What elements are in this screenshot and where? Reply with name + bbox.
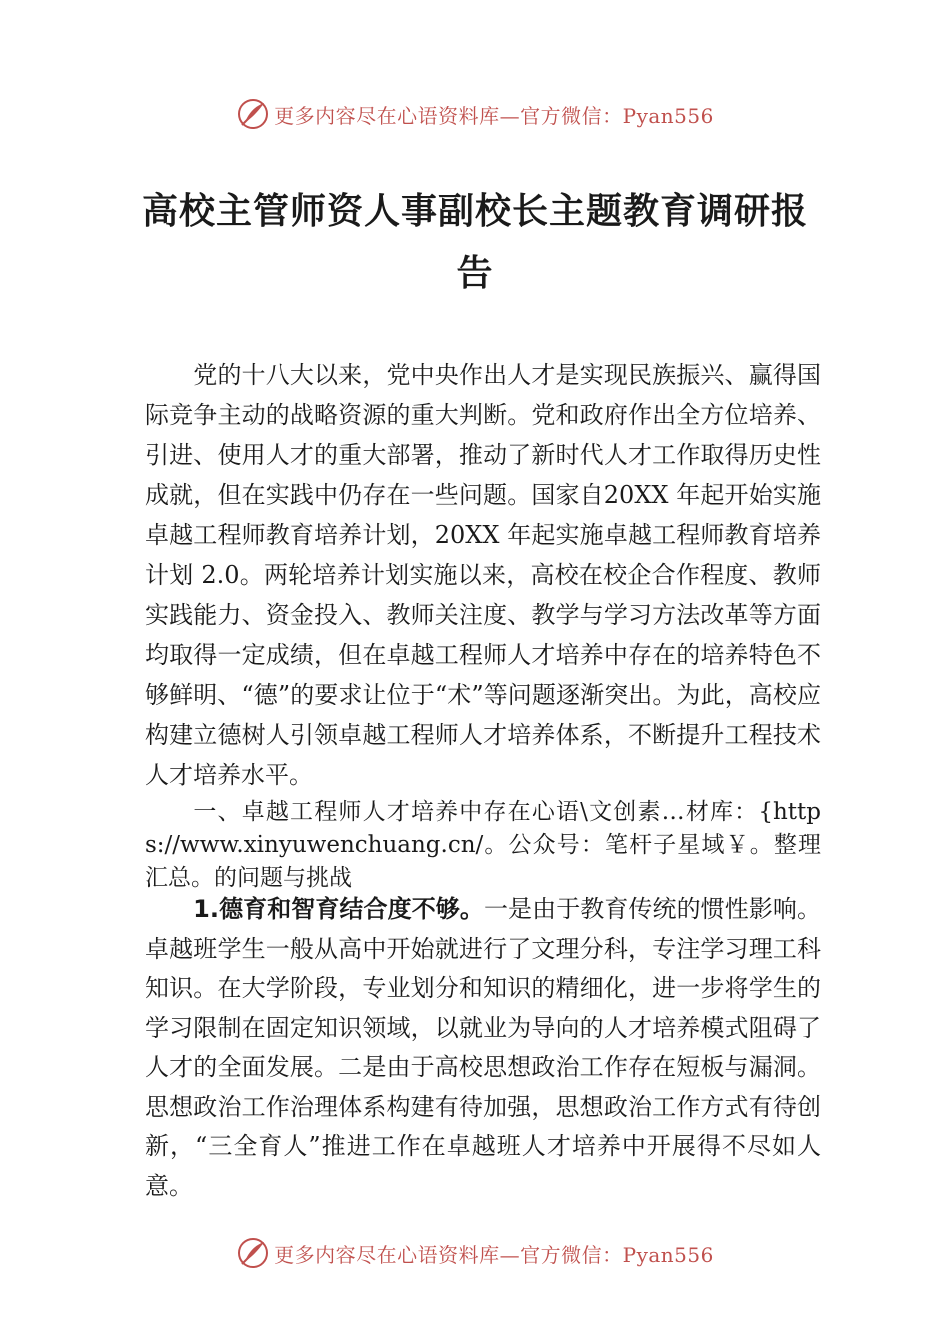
banner-text: 更多内容尽在心语资料库—官方微信：Pyan556: [274, 1242, 714, 1267]
document-title: 高校主管师资人事副校长主题教育调研报告: [141, 190, 808, 294]
section1-lead: 1.德育和智育结合度不够。: [193, 895, 484, 923]
footer-banner: [0, 1231, 950, 1275]
paragraph-section1: [145, 890, 821, 1206]
feather-quill-logo-icon: [236, 1236, 270, 1270]
section1-text: 一是由于教育传统的惯性影响。卓越班学生一般从高中开始就进行了文理分科，专注学习理工科知识。在大学阶段，专业划分和知识的精细化，进一步将学生的学习限制在固定知识领域，以就业为导向的人才培养模式阻碍了人才的全面发展。二是由于高校思想政治工作存在短板与漏洞。思想政治工作治理体系构建有待加强，思想政治工作方式有待创新，“三全育人”推进工作在卓越班人才培养中开展得不尽如人意。: [145, 895, 821, 1200]
feather-quill-logo-icon: [236, 97, 270, 131]
header-banner: [0, 92, 950, 136]
paragraph-intro: 党的十八大以来，党中央作出人才是实现民族振兴、赢得国际竞争主动的战略资源的重大判断。党和政府作出全方位培养、引进、使用人才的重大部署，推动了新时代人才工作取得历史性成就，但在实践中仍存在一些问题。国家自20XX 年起开始实施卓越工程师教育培养计划，20XX 年起实施卓越工程师教育培养计划 2.0。两轮培养计划实施以来，高校在校企合作程度、教师实践能力、资金投入、教师关注度、教学与学习方法改革等方面均取得一定成绩，但在卓越工程师人才培养中存在的培养特色不够鲜明、“德”的要求让位于“术”等问题逐渐突出。为此，高校应构建立德树人引领卓越工程师人才培养体系，不断提升工程技术人才培养水平。: [145, 361, 821, 789]
banner-text: 更多内容尽在心语资料库—官方微信：Pyan556: [274, 103, 714, 128]
section-heading-1: 一、卓越工程师人才培养中存在心语\文创素…材库：{https://www.xinyuwenchuang.cn/。公众号：笔杆子星域￥。整理汇总。的问题与挑战: [145, 799, 821, 891]
